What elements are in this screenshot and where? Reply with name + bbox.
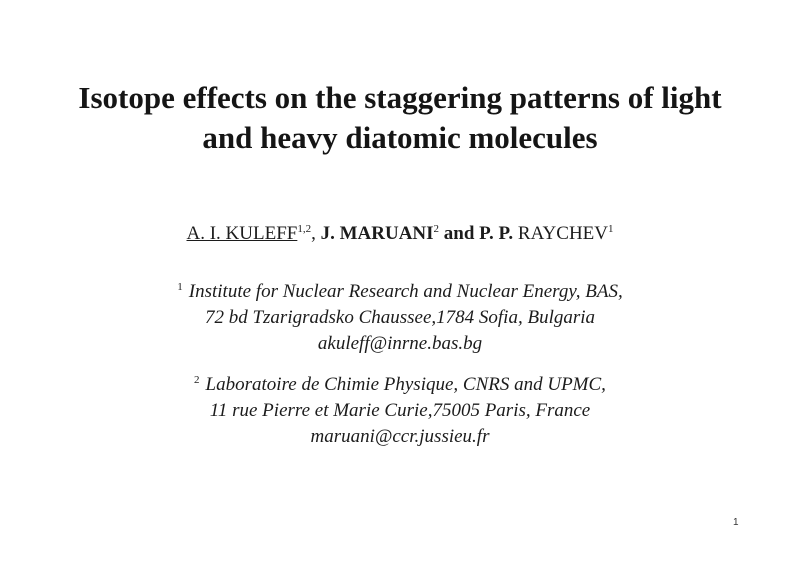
affiliation-line: [0, 279, 800, 305]
author-affiliation-marker: 1: [608, 223, 614, 235]
author-separator: ,: [311, 223, 321, 244]
paper-title: [0, 78, 800, 158]
affiliation-email: akuleff@inrne.bas.bg: [317, 333, 483, 354]
author-surname: RAYCHEV: [517, 223, 608, 244]
affiliation-institute: Institute for Nuclear Research and Nuclear Energy, BAS,: [188, 281, 623, 302]
author-separator: and: [439, 223, 480, 244]
title-line-1: Isotope effects on the staggering patterns of light: [78, 80, 722, 115]
affiliation-marker: 1: [177, 281, 183, 293]
author-name-initials: P. P.: [479, 223, 518, 244]
author-name: J. MARUANI: [320, 223, 434, 244]
title-line-2: and heavy diatomic molecules: [202, 120, 598, 155]
affiliation-marker: 2: [194, 374, 200, 386]
affiliation-2: [0, 372, 800, 450]
author-name: A. I. KULEFF: [186, 223, 298, 244]
affiliation-address: 11 rue Pierre et Marie Curie,75005 Paris, France: [209, 400, 591, 421]
author-list: [0, 222, 800, 246]
affiliation-line: [0, 372, 800, 398]
page-number: 1: [733, 517, 739, 528]
affiliation-institute: Laboratoire de Chimie Physique, CNRS and UPMC,: [205, 374, 606, 395]
affiliation-1: [0, 279, 800, 357]
affiliation-email: maruani@ccr.jussieu.fr: [310, 426, 490, 447]
author-affiliation-marker: 2: [433, 223, 440, 235]
author-affiliation-marker: 1,2: [297, 223, 312, 235]
affiliation-address: 72 bd Tzarigradsko Chaussee,1784 Sofia, Bulgaria: [204, 307, 596, 328]
